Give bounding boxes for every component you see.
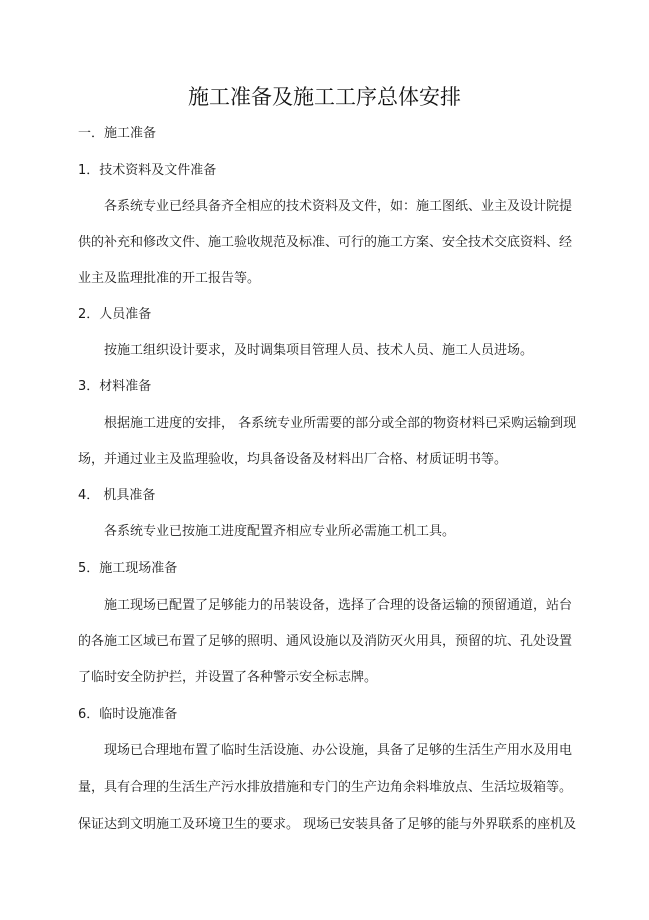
document-title: 施工准备及施工工序总体安排 — [188, 85, 461, 109]
item-heading-4: 4． 机具准备 — [78, 488, 156, 503]
paragraph-line: 施工现场已配置了足够能力的吊装设备，选择了合理的设备运输的预留通道，站台 — [104, 598, 573, 613]
paragraph-line: 量，具有合理的生活生产污水排放措施和专门的生产边角余料堆放点、生活垃圾箱等。 — [78, 780, 573, 795]
paragraph-line: 各系统专业已经具备齐全相应的技术资料及文件，如：施工图纸、业主及设计院提 — [104, 199, 573, 214]
paragraph-line: 业主及监理批准的开工报告等。 — [78, 271, 261, 286]
item-heading-3: 3．材料准备 — [78, 379, 152, 394]
paragraph-line: 了临时安全防护拦，并设置了各种警示安全标志牌。 — [78, 670, 378, 685]
section-heading: 一．施工准备 — [78, 126, 157, 141]
paragraph-line: 现场已合理地布置了临时生活设施、办公设施，具备了足够的生活生产用水及用电 — [104, 743, 573, 758]
paragraph-line: 各系统专业已按施工进度配置齐相应专业所必需施工机工具。 — [104, 524, 456, 539]
paragraph-line: 场，并通过业主及监理验收，均具备设备及材料出厂合格、材质证明书等。 — [78, 452, 508, 467]
paragraph-line: 的各施工区域已布置了足够的照明、通风设施以及消防灭火用具，预留的坑、孔处设置 — [78, 634, 573, 649]
paragraph-line: 供的补充和修改文件、施工验收规范及标准、可行的施工方案、安全技术交底资料、经 — [78, 235, 573, 250]
item-heading-6: 6．临时设施准备 — [78, 707, 178, 722]
item-heading-5: 5．施工现场准备 — [78, 561, 178, 576]
item-heading-1: 1．技术资料及文件准备 — [78, 163, 217, 178]
paragraph-line: 根据施工进度的安排， 各系统专业所需要的部分或全部的物资材料已采购运输到现 — [104, 416, 577, 431]
item-heading-2: 2．人员准备 — [78, 307, 152, 322]
paragraph-line: 按施工组织设计要求，及时调集项目管理人员、技术人员、施工人员进场。 — [104, 343, 534, 358]
paragraph-line: 保证达到文明施工及环境卫生的要求。 现场已安装具备了足够的能与外界联系的座机及 — [78, 817, 577, 832]
